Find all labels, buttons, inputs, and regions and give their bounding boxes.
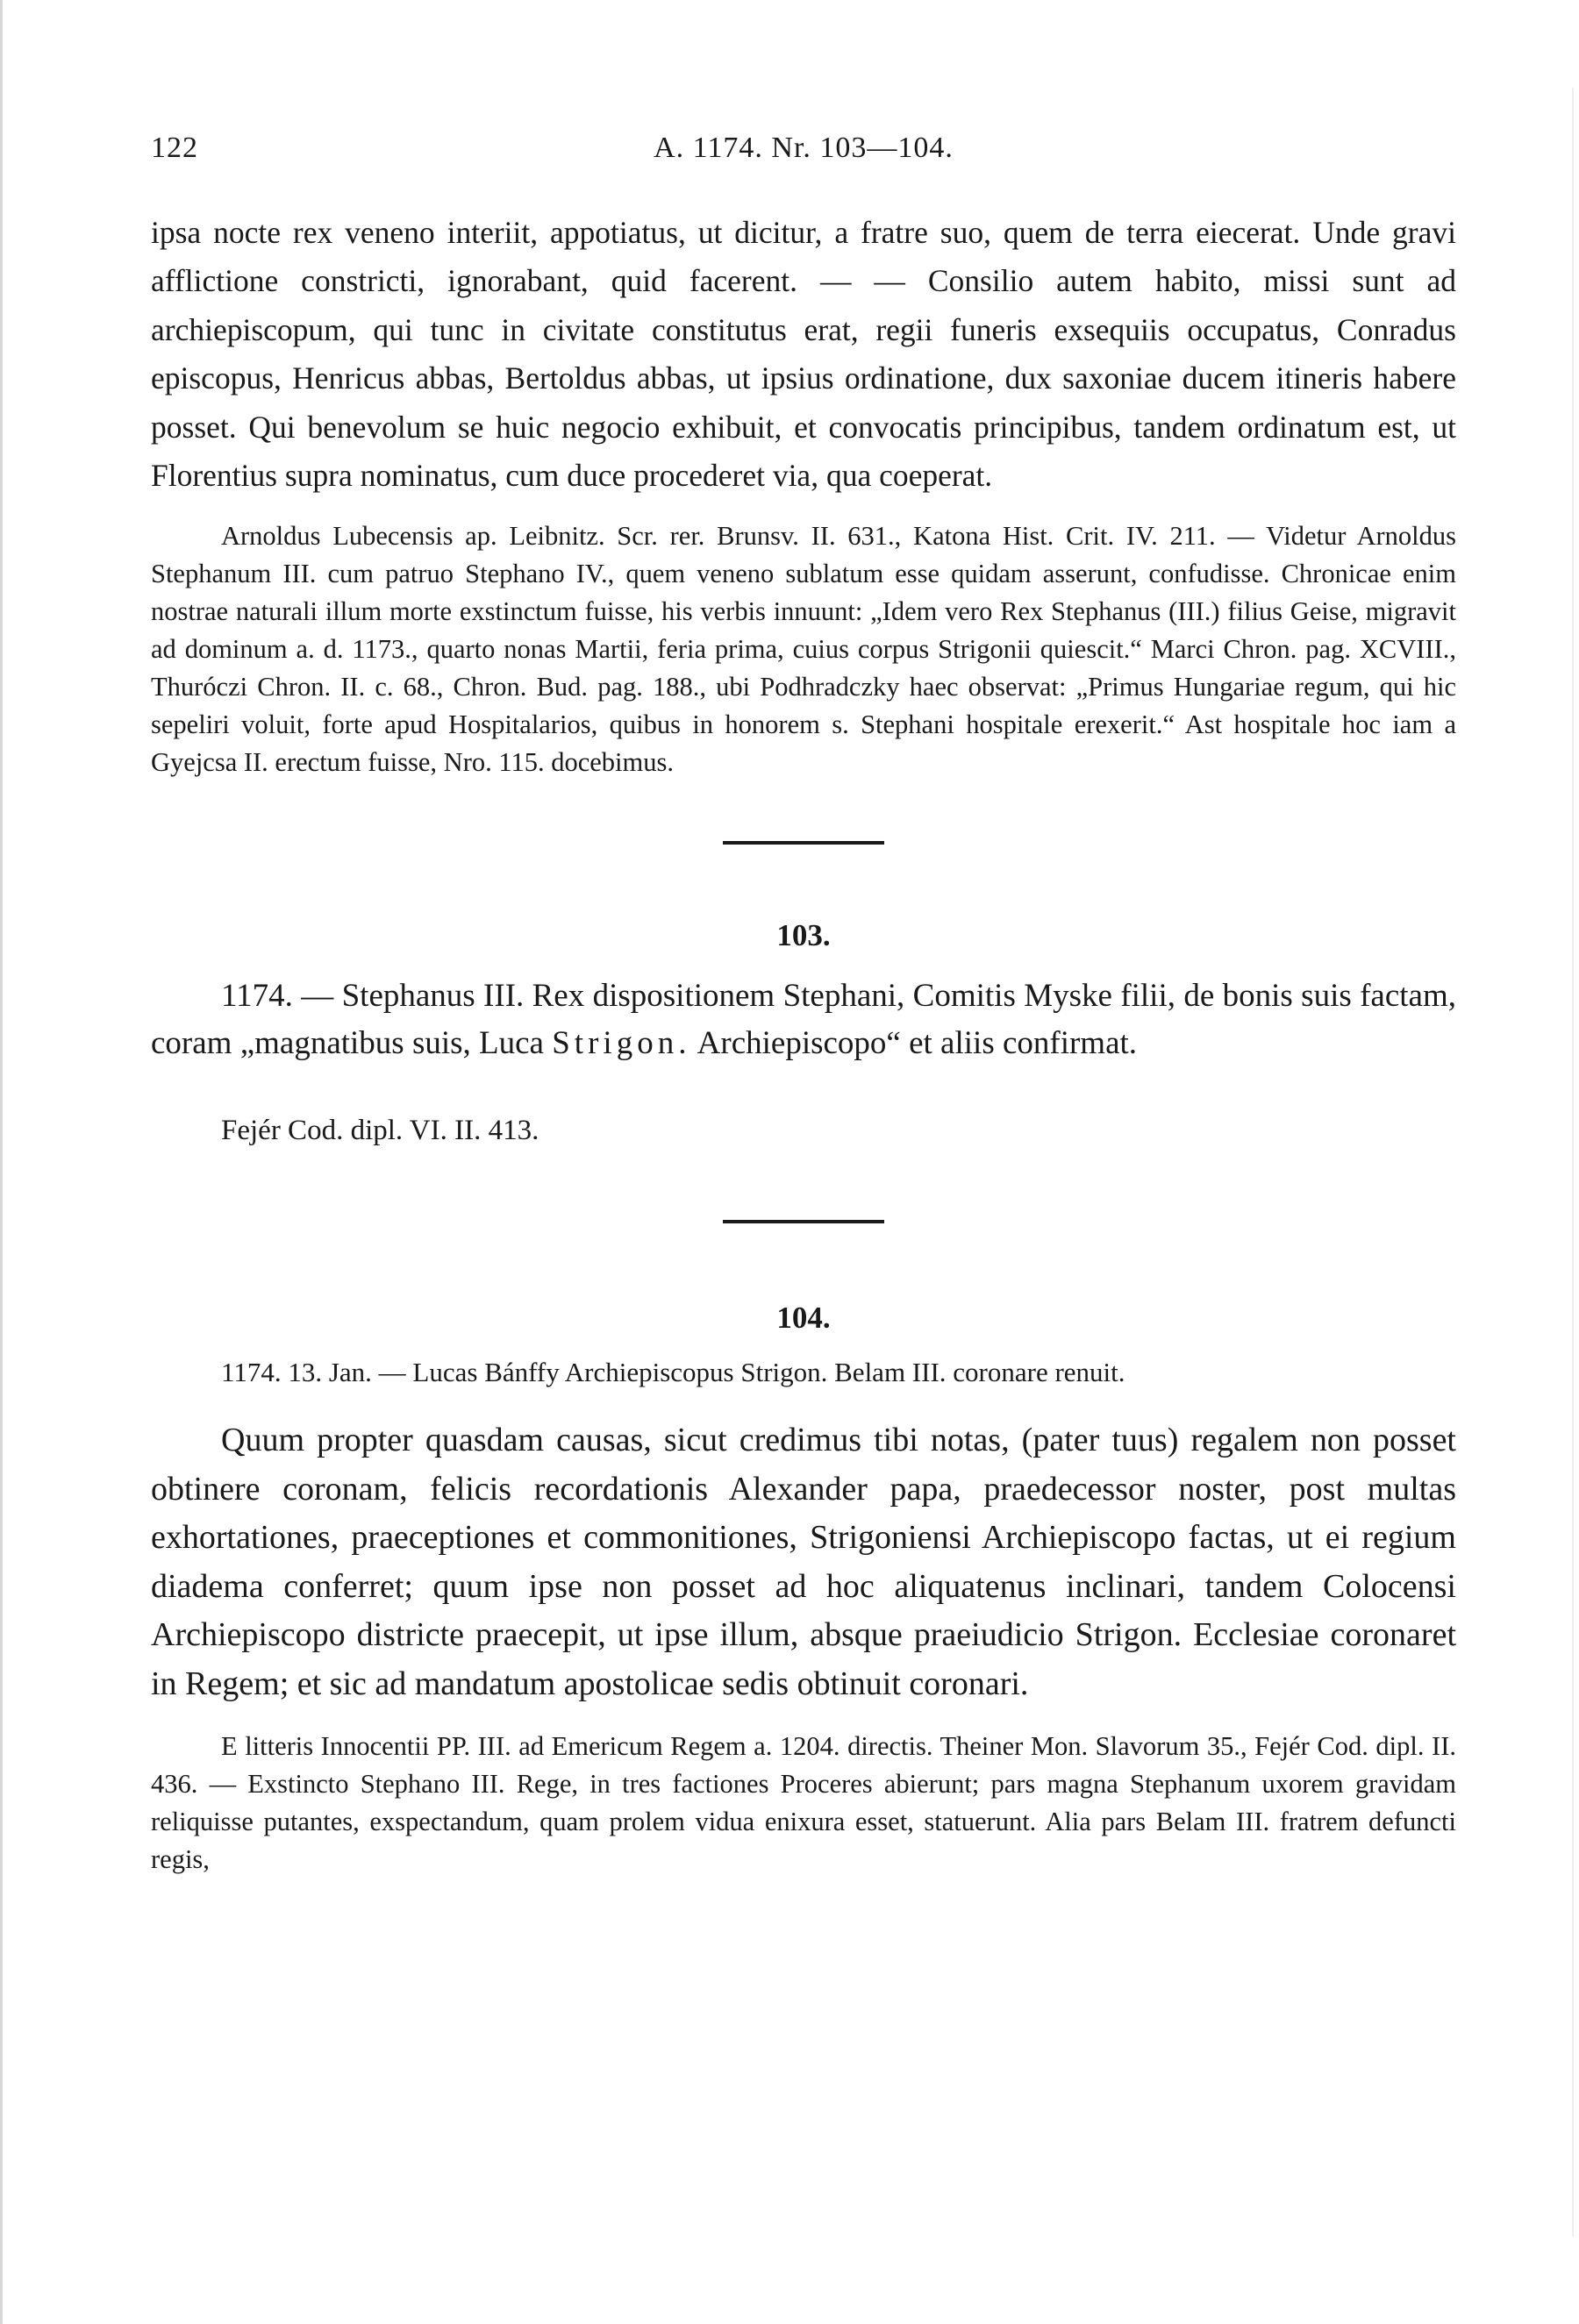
continuation-paragraph: ipsa nocte rex veneno interiit, appotiatus, ut dicitur, a fratre suo, quem de terra eiecerat. Unde gravi afflictione constricti, ignorabant, quid facerent. — — Consilio autem habito, missi sunt ad archiepiscopum, qui tunc in civitate constitutus erat, regii funeris exsequiis occupatus, Conradus episcopus, Henricus abbas, Bertoldus abbas, ut ipsius ordinatione, dux saxoniae ducem itineris habere posset. Qui benevolum se huic negocio exhibuit, et convocatis principibus, tandem ordinatum est, ut Florentius supra nominatus, cum duce procederet via, qua coeperat. bbox=[151, 215, 1456, 494]
first-footnote: Arnoldus Lubecensis ap. Leibnitz. Scr. rer. Brunsv. II. 631., Katona Hist. Crit. IV. 211. — Videtur Arnoldus Stephanum III. cum patruo Stephano IV., quem veneno sublatum esse quidam asserunt, confudisse. Chronicae enim nostrae naturali illum morte exstinctum fuisse, his verbis innuunt: „Idem vero Rex Stephanus (III.) filius Geise, migravit ad dominum a. d. 1173., quarto nonas Martii, feria prima, cuius corpus Strigonii quiescit.“ Marci Chron. pag. XCVIII., Thuróczi Chron. II. c. 68., Chron. Bud. pag. 188., ubi Podhradczky haec observat: „Primus Hungariae regum, qui hic sepeliri voluit, forte apud Hospitalarios, quibus in honorem s. Stephani hospitale erexerit.“ Ast hospitale hoc iam a Gyejcsa II. erectum fuisse, Nro. 115. docebimus. bbox=[151, 521, 1456, 778]
scan-edge-left bbox=[0, 0, 3, 2324]
document-103-source: Fejér Cod. dipl. VI. II. 413. bbox=[221, 1115, 539, 1147]
running-title: A. 1174. Nr. 103—104. bbox=[654, 132, 954, 164]
document-104-regest: 1174. 13. Jan. — Lucas Bánffy Archiepiscopus Strigon. Belam III. coronare renuit. bbox=[221, 1357, 1125, 1388]
regest-103-part-1: 1174. — Stephanus III. Rex dispositionem Stephani, Comitis Myske filii, de bonis suis factam, coram „magnatibus suis, Luca bbox=[151, 978, 1456, 1062]
regest-103-part-2: Archiepiscopo“ et aliis confirmat. bbox=[690, 1025, 1138, 1062]
document-number-103: 103. bbox=[776, 918, 831, 953]
page-number: 122 bbox=[151, 132, 198, 164]
document-103-regest bbox=[151, 973, 1456, 1067]
page-content bbox=[151, 209, 1456, 1878]
document-104-letter-text: Quum propter quasdam causas, sicut credimus tibi notas, (pater tuus) regalem non posset obtinere coronam, felicis recordationis Alexander papa, praedecessor noster, post multas exhortationes, praeceptiones et commonitiones, Strigoniensi Archiepiscopo factas, ut ei regium diadema conferret; quum ipse non posset ad hoc aliquatenus inclinari, tandem Colocensi Archiepiscopo districte praecepit, ut ipse illum, absque praeiudicio Strigon. Ecclesiae coronaret in Regem; et sic ad mandatum apostolicae sedis obtinuit coronari. bbox=[151, 1422, 1456, 1702]
running-head bbox=[151, 132, 1456, 175]
document-number-104: 104. bbox=[776, 1301, 831, 1336]
scan-edge-right bbox=[1572, 88, 1574, 2236]
document-104-footnote: E litteris Innocentii PP. III. ad Emericum Regem a. 1204. directis. Theiner Mon. Slavorum 35., Fejér Cod. dipl. II. 436. — Exstincto Stephano III. Rege, in tres factiones Proceres abierunt; pars magna Stephanum uxorem gravidam reliquisse putantes, exspectandum, quam prolem vidua enixura esset, statuerunt. Alia pars Belam III. fratrem defuncti regis, bbox=[151, 1731, 1456, 1875]
regest-103-spaced-word: Strigon. bbox=[552, 1025, 691, 1062]
